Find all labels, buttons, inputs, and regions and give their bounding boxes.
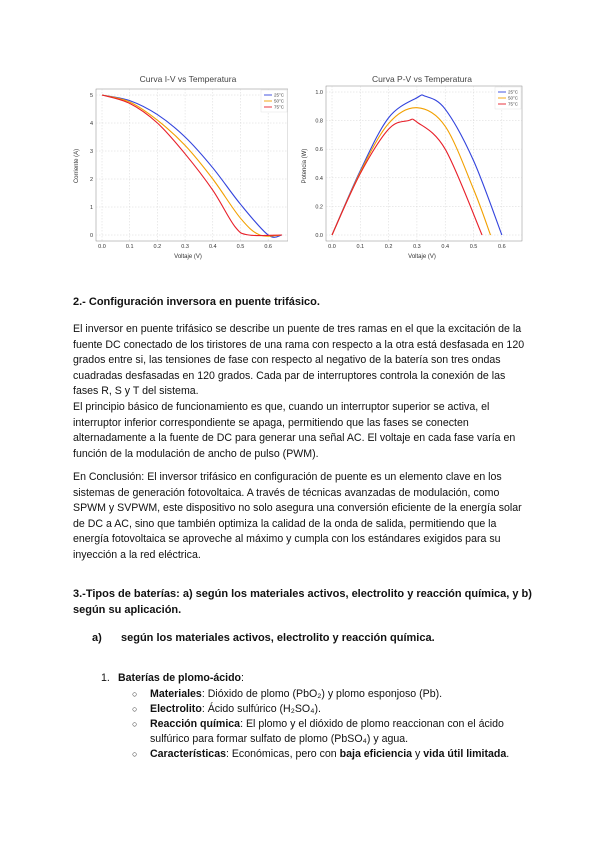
pv-y-tick-label: 0.2 xyxy=(315,204,323,211)
iv-x-tick-label: 0.0 xyxy=(98,244,106,250)
iv-x-tick-label: 0.6 xyxy=(264,244,272,250)
caract-text-1: : Económicas, pero con xyxy=(225,748,340,760)
list-item-colon: : xyxy=(241,672,244,684)
iv-plot-frame xyxy=(96,89,288,241)
caract-text-2: y xyxy=(412,748,424,760)
materiales-text: : Dióxido de plomo (PbO₂) y plomo esponjoso (Pb). xyxy=(201,688,443,700)
pv-x-tick-label: 0.6 xyxy=(498,244,506,250)
iv-y-tick-label: 1 xyxy=(89,205,93,211)
pv-x-axis-label: Voltaje (V) xyxy=(408,254,436,260)
iv-y-tick-label: 4 xyxy=(89,121,93,127)
iv-x-axis-label: Voltaje (V) xyxy=(174,254,202,260)
pv-y-tick-label: 0.4 xyxy=(315,175,323,182)
iv-chart-svg xyxy=(70,70,288,262)
iv-series-line-3 xyxy=(102,95,282,236)
iv-legend-label: 25°C xyxy=(274,92,285,98)
iv-series-line-2 xyxy=(102,95,282,236)
pv-y-tick-label: 0.6 xyxy=(315,147,323,154)
bullet-icon: ○ xyxy=(132,689,138,699)
sub-item-caracteristicas xyxy=(132,747,530,762)
pv-y-axis-label: Potencia (W) xyxy=(302,148,308,184)
section2-heading: 2.- Configuración inversora en puente trifásico. xyxy=(73,296,320,308)
pv-x-tick-label: 0.1 xyxy=(356,244,365,250)
pv-legend-label: 25°C xyxy=(508,89,519,95)
sub-item-reaccion xyxy=(132,717,530,747)
materiales-label: Materiales xyxy=(150,688,202,700)
reaccion-label: Reacción química xyxy=(150,718,241,730)
pv-legend-label: 50°C xyxy=(508,95,519,101)
iv-x-tick-label: 0.5 xyxy=(236,244,245,250)
section3-heading: 3.-Tipos de baterías: a) según los materiales activos, electrolito y reacción química, y b) según su aplicación. xyxy=(73,588,532,616)
caract-bold-2: vida útil limitada xyxy=(423,748,507,760)
iv-chart-title: Curva I-V vs Temperatura xyxy=(139,74,237,84)
subsection-a-heading xyxy=(92,632,435,644)
iv-series-line-1 xyxy=(102,95,282,237)
pv-chart-title: Curva P-V vs Temperatura xyxy=(372,74,472,84)
pv-y-tick-label: 0.8 xyxy=(315,118,323,125)
list-item-title: Baterías de plomo-ácido xyxy=(118,672,242,684)
electrolito-label: Electrolito xyxy=(150,703,202,715)
iv-x-tick-label: 0.4 xyxy=(208,244,217,250)
bullet-icon: ○ xyxy=(132,719,138,729)
reaccion-text: : El plomo y el dióxido de plomo reaccionan con el ácido sulfúrico para formar sulfato de plomo (PbSO₄) y agua. xyxy=(150,718,504,745)
section2-paragraph-1: El inversor en puente trifásico se describe un puente de tres ramas en el que la excitación de la fuente DC conectado de los tiristores de una rama con respecto a la otra está desfasada en 120 grados entre si, las tensiones de fase con respecto al negativo de la batería son tres ondas cuadradas desfasadas en 120 grados. Cada par de interruptores controla la conexión de las fases R, S y T del sistema. xyxy=(73,323,525,398)
bullet-icon: ○ xyxy=(132,749,138,759)
pv-legend-label: 75°C xyxy=(508,101,519,107)
pv-chart-svg xyxy=(298,70,526,262)
pv-y-tick-label: 1.0 xyxy=(315,90,323,96)
pv-x-tick-label: 0.4 xyxy=(441,244,450,250)
pv-x-tick-label: 0.5 xyxy=(469,244,478,250)
caract-label: Características xyxy=(150,748,226,760)
pv-chart xyxy=(298,70,526,262)
electrolito-text: : Ácido sulfúrico (H₂SO₄). xyxy=(201,703,321,715)
sub-item-electrolito xyxy=(132,702,530,717)
list-item-plomo-acido xyxy=(101,672,244,684)
sub-item-materiales xyxy=(132,687,530,702)
list-number: 1. xyxy=(101,672,110,684)
subsection-a-label: a) xyxy=(92,632,102,644)
pv-series-line-3 xyxy=(332,119,482,235)
pv-x-tick-label: 0.2 xyxy=(384,244,393,250)
iv-y-tick-label: 5 xyxy=(89,93,93,99)
iv-x-tick-label: 0.2 xyxy=(153,244,162,250)
iv-legend-label: 75°C xyxy=(274,104,285,110)
caract-end: . xyxy=(506,748,510,760)
pv-series-line-2 xyxy=(332,108,491,235)
pv-x-tick-label: 0.3 xyxy=(413,244,421,250)
caract-bold-1: baja eficiencia xyxy=(339,748,413,760)
iv-y-tick-label: 3 xyxy=(89,149,93,155)
iv-y-tick-label: 0 xyxy=(89,233,93,239)
iv-chart xyxy=(70,70,288,262)
iv-y-axis-label: Corriente (A) xyxy=(74,148,80,184)
pv-x-tick-label: 0.0 xyxy=(328,244,336,250)
section2-paragraph-2: El principio básico de funcionamiento es que, cuando un interruptor superior se activa, el interruptor inferior correspondiente se apaga, permitiendo que las fases se conecten alternadamente a la fuente de DC para generar una señal AC. El voltaje en cada fase varía en función de la modulación de ancho de pulso (PWM). xyxy=(73,401,516,460)
pv-y-tick-label: 0.0 xyxy=(315,233,323,239)
iv-legend-label: 50°C xyxy=(274,98,285,104)
iv-x-tick-label: 0.3 xyxy=(181,244,189,250)
bullet-icon: ○ xyxy=(132,704,138,714)
section2-conclusion: En Conclusión: El inversor trifásico en configuración de puente es un elemento clave en los sistemas de generación fotovoltaica. A través de técnicas avanzadas de modulación, como SPWM y SVPWM, este dispositivo no solo asegura una conversión eficiente de la energía solar de DC a AC, sino que también optimiza la calidad de la onda de salida, permitiendo que la energía fotovoltaica se aproveche al máximo y cumpla con los estándares exigidos para su inyección a la red eléctrica. xyxy=(73,471,522,561)
subsection-a-text: según los materiales activos, electrolito y reacción química. xyxy=(121,632,435,644)
iv-y-tick-label: 2 xyxy=(89,177,93,183)
iv-x-tick-label: 0.1 xyxy=(125,244,134,250)
